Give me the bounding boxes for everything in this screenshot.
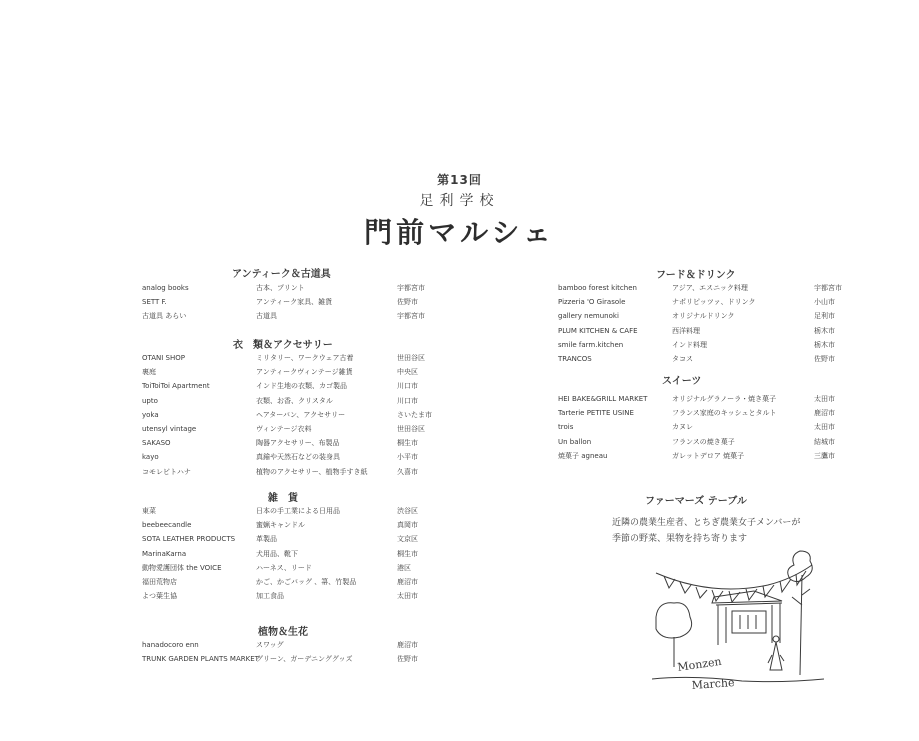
- vendor-row: [558, 353, 858, 366]
- vendor-desc: 西洋料理: [672, 326, 700, 335]
- vendor-row: [142, 296, 442, 309]
- vendor-desc: フランスの焼き菓子: [672, 437, 735, 446]
- vendor-city: 真岡市: [397, 521, 418, 530]
- vendor-city: さいたま市: [397, 410, 432, 419]
- farmers-description: [612, 515, 800, 547]
- vendor-desc: 革製品: [256, 535, 277, 544]
- vendor-name: MarinaKarna: [142, 549, 187, 558]
- vendor-city: 小山市: [814, 298, 835, 307]
- vendor-name: PLUM KITCHEN & CAFE: [558, 326, 638, 335]
- vendor-desc: 真鍮や天然石などの装身具: [256, 453, 340, 462]
- vendor-row: [558, 339, 858, 352]
- vendor-row: [142, 380, 442, 393]
- vendor-row: [558, 421, 858, 434]
- vendor-row: [142, 562, 442, 575]
- vendor-row: [142, 576, 442, 589]
- vendor-city: 佐野市: [397, 298, 418, 307]
- vendor-row: [142, 533, 442, 546]
- vendor-city: 栃木市: [814, 326, 835, 335]
- vendor-name: TRANCOS: [558, 355, 592, 363]
- vendor-name: SETT F.: [142, 298, 167, 307]
- vendor-name: HEI BAKE&GRILL MARKET: [558, 395, 648, 403]
- vendor-desc: 植物のアクセサリー、植物手すき紙: [256, 467, 368, 476]
- section-title-plants: 植物＆生花: [258, 627, 308, 638]
- vendor-desc: ガレットデロア 焼菓子: [672, 451, 745, 460]
- vendor-city: 小平市: [397, 453, 418, 462]
- vendor-name: gallery nemunoki: [558, 312, 619, 321]
- vendor-desc: 加工食品: [256, 592, 284, 601]
- vendor-city: 結城市: [814, 437, 835, 446]
- vendor-name: 裏庭: [142, 368, 156, 377]
- vendor-desc: アジア、エスニック料理: [672, 284, 748, 292]
- section-title-clothing: 衣 類＆アクセサリー: [233, 340, 333, 351]
- vendor-desc: カヌレ: [672, 423, 693, 432]
- vendor-desc: 蜜蝋キャンドル: [256, 521, 305, 530]
- illustration-text-marche: Marche: [691, 676, 735, 692]
- vendor-desc: 古本、プリント: [256, 284, 305, 292]
- vendor-name: hanadocoro enn: [142, 641, 199, 649]
- vendor-name: SAKASO: [142, 439, 171, 448]
- vendor-city: 足利市: [814, 312, 835, 321]
- vendor-row: [142, 366, 442, 379]
- vendor-city: 鹿沼市: [814, 409, 835, 418]
- vendor-desc: アンティーク家具、雑貨: [256, 298, 333, 307]
- vendor-name: analog books: [142, 284, 189, 292]
- vendor-desc: 古道具: [256, 312, 277, 321]
- vendor-row: [558, 325, 858, 338]
- vendor-city: 佐野市: [397, 655, 418, 664]
- vendor-city: 鹿沼市: [397, 641, 418, 649]
- vendor-desc: ナポリピッツァ、ドリンク: [672, 298, 756, 307]
- vendor-row: [142, 282, 442, 295]
- farmers-line-1: 近隣の農業生産者、とちぎ農業女子メンバーが: [612, 518, 801, 528]
- vendor-name: Un ballon: [558, 437, 592, 446]
- vendor-city: 太田市: [397, 592, 418, 601]
- edition-label: 第13回: [437, 173, 482, 187]
- vendor-name: smile farm.kitchen: [558, 340, 624, 349]
- vendor-city: 川口市: [397, 382, 418, 391]
- vendor-city: 世田谷区: [397, 354, 425, 362]
- vendor-row: [142, 437, 442, 450]
- vendor-name: yoka: [142, 410, 159, 419]
- vendor-name: SOTA LEATHER PRODUCTS: [142, 535, 236, 544]
- vendor-city: 栃木市: [814, 340, 835, 349]
- vendor-desc: 陶器アクセサリー、布製品: [256, 439, 340, 448]
- vendor-desc: フランス家庭のキッシュとタルト: [672, 409, 777, 418]
- vendor-name: コモレビトハナ: [142, 467, 191, 476]
- illustration-text-monzen: Monzen: [676, 654, 723, 674]
- vendor-city: 太田市: [814, 395, 835, 403]
- vendor-city: 中央区: [397, 368, 418, 377]
- vendor-desc: アンティークヴィンテージ雑貨: [256, 368, 353, 377]
- vendor-row: [558, 450, 858, 463]
- vendor-city: 宇都宮市: [814, 284, 842, 292]
- section-title-goods: 雑 貨: [268, 493, 298, 504]
- vendor-city: 川口市: [397, 396, 418, 405]
- vendor-row: [558, 407, 858, 420]
- vendor-row: [142, 310, 442, 323]
- vendor-desc: インド料理: [672, 340, 707, 349]
- vendor-city: 佐野市: [814, 355, 835, 363]
- vendor-desc: ミリタリー、ワークウェア古着: [256, 354, 354, 362]
- vendor-name: Tarterie PETITE USINE: [558, 409, 634, 418]
- vendor-name: kayo: [142, 453, 159, 462]
- farmers-line-2: 季節の野菜、果物を持ち寄ります: [612, 534, 748, 544]
- vendor-name: 福田荒物店: [142, 578, 177, 586]
- vendor-row: [558, 436, 858, 449]
- page-title: 門前マルシェ: [364, 216, 555, 249]
- vendor-name: TRUNK GARDEN PLANTS MARKET: [142, 655, 259, 664]
- vendor-row: [142, 466, 442, 479]
- vendor-name: 焼菓子 agneau: [558, 451, 608, 460]
- vendor-row: [142, 395, 442, 408]
- vendor-city: 世田谷区: [397, 425, 425, 433]
- vendor-name: ToiToiToi Apartment: [142, 382, 210, 391]
- vendor-name: upto: [142, 396, 158, 405]
- vendor-desc: ハーネス、リード: [256, 563, 312, 572]
- vendor-city: 宇都宮市: [397, 312, 425, 321]
- vendor-desc: 衣類、お香、クリスタル: [256, 396, 333, 405]
- vendor-desc: グリーン、ガーデニンググッズ: [256, 655, 353, 664]
- vendor-name: beebeecandle: [142, 521, 192, 530]
- monzen-marche-illustration-icon: [652, 545, 824, 695]
- vendor-row: [142, 639, 442, 652]
- vendor-city: 三鷹市: [814, 451, 835, 460]
- vendor-name: 東菜: [142, 507, 156, 515]
- vendor-desc: かご、かごバッグ 、箒、竹製品: [256, 578, 357, 586]
- section-title-sweets: スイーツ: [662, 376, 702, 387]
- vendor-row: [142, 409, 442, 422]
- vendor-name: よつ葉生協: [142, 592, 177, 601]
- vendor-desc: インド生地の衣類、カゴ製品: [256, 382, 347, 391]
- vendor-row: [142, 352, 442, 365]
- vendor-city: 宇都宮市: [397, 284, 425, 292]
- vendor-city: 鹿沼市: [397, 578, 418, 586]
- vendor-row: [142, 590, 442, 603]
- vendor-name: trois: [558, 423, 574, 432]
- vendor-name: utensyl vintage: [142, 425, 197, 433]
- section-title-antique: アンティーク＆古道具: [232, 269, 331, 280]
- vendor-city: 久喜市: [397, 467, 418, 476]
- vendor-row: [558, 296, 858, 309]
- vendor-city: 港区: [397, 563, 411, 572]
- vendor-name: Pizzeria 'O Girasole: [558, 298, 626, 307]
- section-title-farmers: ファーマーズ テーブル: [645, 496, 747, 507]
- vendor-name: OTANI SHOP: [142, 354, 185, 362]
- vendor-row: [558, 282, 858, 295]
- vendor-row: [142, 423, 442, 436]
- vendor-row: [142, 548, 442, 561]
- vendor-desc: オリジナルグラノーラ・焼き菓子: [672, 395, 777, 403]
- vendor-city: 渋谷区: [397, 507, 418, 515]
- school-name: 足利学校: [419, 193, 500, 209]
- vendor-city: 桐生市: [397, 439, 418, 448]
- vendor-desc: 犬用品、靴下: [256, 549, 298, 558]
- vendor-row: [142, 653, 442, 666]
- vendor-desc: オリジナルドリンク: [672, 312, 735, 321]
- vendor-desc: ヘアターバン、アクセサリー: [256, 410, 346, 419]
- vendor-city: 文京区: [397, 535, 418, 544]
- vendor-city: 太田市: [814, 423, 835, 432]
- vendor-desc: ヴィンテージ衣料: [256, 425, 312, 433]
- vendor-desc: スワッグ: [256, 641, 284, 649]
- vendor-name: 動物愛護団体 the VOICE: [142, 563, 222, 572]
- section-title-food: フード＆ドリンク: [656, 270, 736, 281]
- vendor-row: [558, 310, 858, 323]
- vendor-desc: タコス: [672, 355, 693, 363]
- vendor-row: [142, 451, 442, 464]
- vendor-row: [558, 393, 858, 406]
- vendor-name: bamboo forest kitchen: [558, 284, 637, 292]
- vendor-row: [142, 519, 442, 532]
- vendor-name: 古道具 あらい: [142, 312, 187, 321]
- vendor-city: 桐生市: [397, 549, 418, 558]
- vendor-row: [142, 505, 442, 518]
- vendor-desc: 日本の手工業による日用品: [256, 507, 340, 515]
